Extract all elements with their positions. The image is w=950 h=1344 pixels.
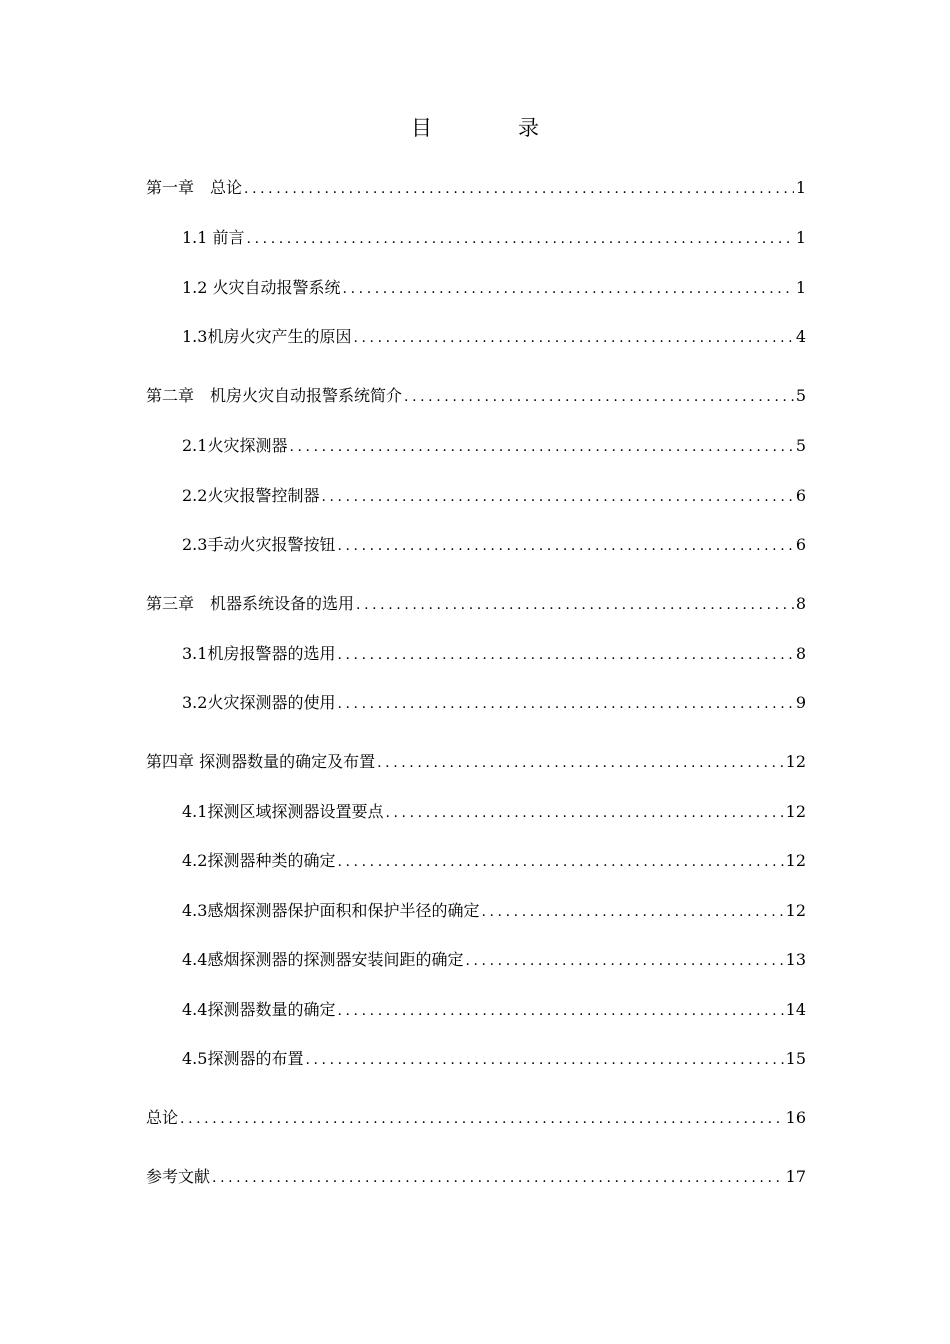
toc-entry-page-number: 12 [785,901,806,920]
toc-dot-leader [180,1107,784,1131]
toc-title [0,112,950,142]
toc-entry-label: 参考文献 [146,1167,211,1186]
toc-entry-label: 2.2火灾报警控制器 [182,486,320,505]
toc-dot-leader [337,534,793,558]
toc-entry-label: 2.1火灾探测器 [182,436,288,455]
toc-dot-leader [353,326,793,350]
toc-entry-label: 第一章 总论 [146,178,243,197]
toc-entry[interactable] [182,998,806,1022]
toc-entry[interactable] [182,642,806,666]
toc-entry-page-number: 5 [795,386,806,405]
toc-dot-leader [244,177,794,201]
toc-entry-label: 总论 [146,1108,179,1127]
toc-entry-page-number: 14 [785,1000,806,1019]
toc-entry-page-number: 12 [785,752,806,771]
toc-entry-label: 4.4探测器数量的确定 [182,1000,336,1019]
toc-entry-page-number: 12 [785,802,806,821]
toc-entry-page-number: 9 [795,693,806,712]
toc-entry-page-number: 1 [795,278,806,297]
toc-entry[interactable] [182,1047,806,1071]
toc-entry[interactable] [146,1165,806,1189]
toc-dot-leader [305,1048,783,1072]
toc-entry[interactable] [182,484,806,508]
toc-entry-page-number: 1 [795,178,806,197]
toc-entry-label: 4.3感烟探测器保护面积和保护半径的确定 [182,901,480,920]
toc-entry-label: 3.2火灾探测器的使用 [182,693,336,712]
toc-title-char-1: 目 [411,116,432,140]
toc-entry[interactable] [182,691,806,715]
toc-dot-leader [385,801,783,825]
toc-entry-label: 4.1探测区域探测器设置要点 [182,802,384,821]
toc-entry-label: 3.1机房报警器的选用 [182,644,336,663]
toc-entry-page-number: 13 [785,950,806,969]
toc-entry-page-number: 15 [785,1049,806,1068]
toc-entry-label: 1.1 前言 [182,228,245,247]
toc-entry-label: 4.2探测器种类的确定 [182,851,336,870]
toc-entry-label: 第二章 机房火灾自动报警系统简介 [146,386,403,405]
toc-entry[interactable] [146,384,806,408]
toc-entry-label: 第四章 探测器数量的确定及布置 [146,752,376,771]
toc-entry-page-number: 8 [795,644,806,663]
toc-entry-page-number: 16 [785,1108,806,1127]
toc-dot-leader [321,485,793,509]
toc-entry[interactable] [182,434,806,458]
toc-entry-label: 4.4感烟探测器的探测器安装间距的确定 [182,950,464,969]
toc-entry[interactable] [182,849,806,873]
toc-dot-leader [356,593,794,617]
toc-dot-leader [337,643,793,667]
toc-dot-leader [343,277,794,301]
toc-entry[interactable] [182,276,806,300]
toc-dot-leader [212,1166,784,1190]
toc-entry[interactable] [182,800,806,824]
toc-dot-leader [289,435,793,459]
toc-entry[interactable] [146,1106,806,1130]
toc-dot-leader [337,692,793,716]
toc-title-char-2: 录 [518,116,539,140]
toc-dot-leader [481,900,783,924]
toc-entry-page-number: 6 [795,535,806,554]
toc-entry-page-number: 12 [785,851,806,870]
toc-entry-label: 第三章 机器系统设备的选用 [146,594,355,613]
toc-entry-label: 2.3手动火灾报警按钮 [182,535,336,554]
toc-entry[interactable] [182,899,806,923]
toc-entry-page-number: 8 [795,594,806,613]
toc-entry-label: 1.2 火灾自动报警系统 [182,278,341,297]
toc-dot-leader [404,385,794,409]
toc-entry-page-number: 5 [795,436,806,455]
toc-entry[interactable] [146,750,806,774]
toc-entry[interactable] [146,592,806,616]
toc-entry-page-number: 17 [785,1167,806,1186]
toc-dot-leader [465,949,783,973]
toc-entry[interactable] [182,533,806,557]
toc-entry[interactable] [146,176,806,200]
toc-dot-leader [377,751,784,775]
toc-entry-label: 4.5探测器的布置 [182,1049,304,1068]
toc-entry[interactable] [182,948,806,972]
toc-entry-page-number: 1 [795,228,806,247]
toc-dot-leader [247,227,794,251]
toc-dot-leader [337,999,783,1023]
toc-entry-page-number: 6 [795,486,806,505]
toc-dot-leader [337,850,783,874]
toc-entry[interactable] [182,226,806,250]
toc-entry-label: 1.3机房火灾产生的原因 [182,327,352,346]
toc-entry-page-number: 4 [795,327,806,346]
toc-entry[interactable] [182,325,806,349]
